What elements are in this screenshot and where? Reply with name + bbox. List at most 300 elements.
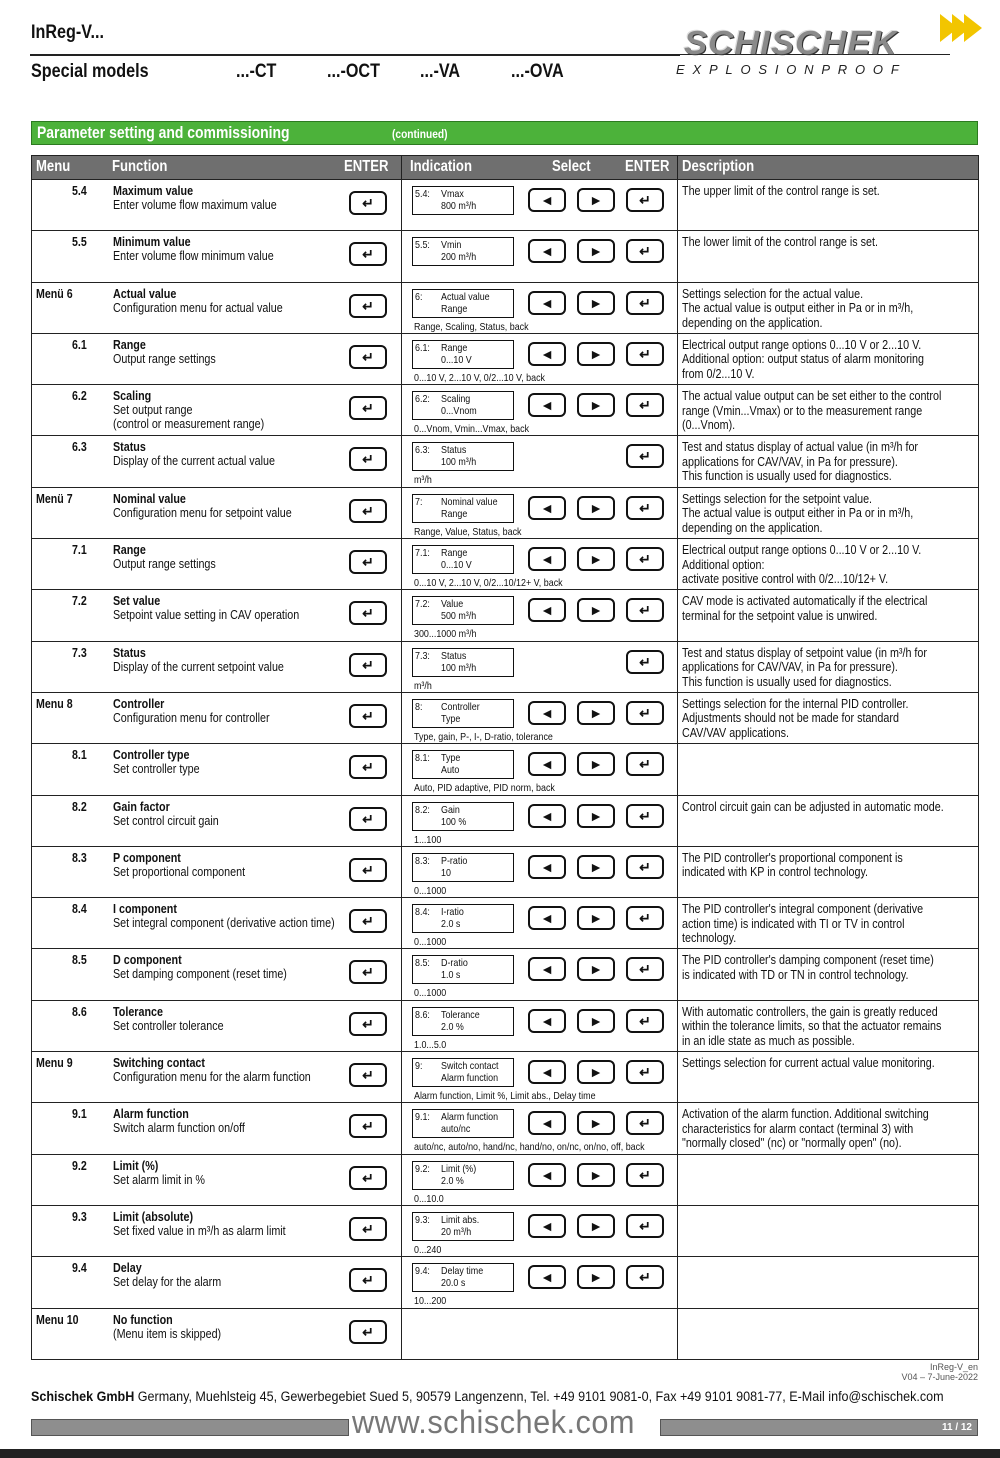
enter-icon: ↵ [639, 704, 651, 721]
enter-icon: ↵ [639, 397, 651, 414]
option-list: m³/h [414, 474, 432, 487]
lcd-param: Status [441, 649, 467, 662]
lcd-param: D-ratio [441, 957, 468, 970]
lcd-code: 8: [415, 700, 423, 713]
enter-button[interactable] [626, 547, 664, 571]
doc-date: V04 – 7-June-2022 [901, 1372, 978, 1382]
lcd-display [412, 1109, 514, 1138]
lcd-param: Vmin [441, 239, 462, 252]
select-right-button[interactable] [577, 1009, 615, 1033]
col-select: Select [552, 158, 591, 175]
option-list: 0...10 V, 2...10 V, 0/2...10/12+ V, back [414, 577, 563, 590]
select-left-button[interactable] [528, 342, 566, 366]
function-subtitle: Setpoint value setting in CAV operation [113, 608, 300, 623]
lcd-value: Range [441, 507, 468, 520]
function-title: Delay [113, 1261, 142, 1276]
lcd-param: I-ratio [441, 906, 464, 919]
enter-icon: ↵ [362, 1272, 374, 1289]
select-left-button[interactable] [528, 1214, 566, 1238]
lcd-param: Vmax [441, 188, 464, 200]
function-title: Range [113, 337, 146, 352]
select-right-button[interactable] [577, 496, 615, 520]
enter-icon: ↵ [362, 1015, 374, 1032]
lcd-display [412, 289, 514, 318]
select-right-button[interactable] [577, 547, 615, 571]
arrow-left-icon: ◄ [540, 1115, 554, 1132]
indication-cell [402, 231, 678, 282]
select-left-button[interactable] [528, 957, 566, 981]
function-cell [32, 795, 402, 846]
select-right-button[interactable] [577, 1214, 615, 1238]
lcd-display [412, 1212, 514, 1241]
enter-icon: ↵ [639, 499, 651, 516]
description-cell [678, 1308, 979, 1359]
enter-button[interactable] [626, 957, 664, 981]
table-row [32, 1154, 979, 1205]
enter-button[interactable] [626, 906, 664, 930]
function-cell [32, 487, 402, 538]
arrow-right-icon: ► [589, 1269, 603, 1286]
description-cell [678, 590, 979, 641]
function-cell [32, 949, 402, 1000]
arrow-left-icon: ◄ [540, 704, 554, 721]
enter-button[interactable] [626, 1163, 664, 1187]
select-left-button[interactable] [528, 598, 566, 622]
enter-icon: ↵ [362, 1067, 374, 1084]
select-right-button[interactable] [577, 342, 615, 366]
enter-icon: ↵ [362, 400, 374, 417]
lcd-code: 5.4: [415, 188, 430, 200]
select-right-button[interactable] [577, 752, 615, 776]
lcd-value: 10 [441, 866, 451, 879]
option-list: 0...1000 [414, 987, 447, 1000]
select-right-button[interactable] [577, 1265, 615, 1289]
select-left-button[interactable] [528, 1060, 566, 1084]
enter-button[interactable] [626, 393, 664, 417]
enter-button[interactable] [349, 345, 387, 369]
lcd-display [412, 1263, 514, 1292]
function-subtitle: Configuration menu for actual value [113, 300, 283, 315]
arrow-left-icon: ◄ [540, 243, 554, 260]
menu-number: 7.1 [72, 543, 87, 558]
enter-icon: ↵ [639, 551, 651, 568]
function-title: Nominal value [113, 491, 186, 506]
select-left-button[interactable] [528, 393, 566, 417]
menu-number: Menu 8 [36, 696, 73, 711]
description-cell [678, 539, 979, 590]
description-text: The PID controller's integral component (derivative action time) is indicated with TI or TV in control technology. [682, 902, 924, 946]
lcd-display [412, 648, 514, 677]
menu-number: 8.1 [72, 748, 87, 763]
select-left-button[interactable] [528, 752, 566, 776]
option-list: 300...1000 m³/h [414, 628, 477, 641]
function-subtitle: Set controller type [113, 762, 200, 777]
function-cell [32, 1000, 402, 1051]
function-subtitle: Configuration menu for the alarm function [113, 1070, 311, 1085]
select-right-button[interactable] [577, 855, 615, 879]
description-text: Electrical output range options 0...10 V or 2...10 V. Additional option: activate positive control with 0/2...10/12+ V. [682, 543, 922, 587]
enter-icon: ↵ [362, 913, 374, 930]
menu-number: 6.3 [72, 440, 87, 455]
description-cell [678, 1257, 979, 1308]
variant-ct: ...-CT [236, 61, 277, 82]
enter-icon: ↵ [362, 246, 374, 263]
function-subtitle: Output range settings [113, 351, 216, 366]
enter-icon: ↵ [639, 807, 651, 824]
lcd-param: Value [441, 598, 464, 611]
enter-button[interactable] [626, 239, 664, 263]
function-cell [32, 385, 402, 436]
enter-button[interactable] [626, 1265, 664, 1289]
lcd-param: Limit (%) [441, 1162, 477, 1175]
logo-chevron-icon [964, 14, 982, 42]
enter-button[interactable] [349, 396, 387, 420]
lcd-code: 8.5: [415, 957, 430, 970]
select-right-button[interactable] [577, 957, 615, 981]
enter-button[interactable] [349, 909, 387, 933]
enter-button[interactable] [626, 1060, 664, 1084]
indication-cell [402, 180, 678, 231]
option-list: 1...100 [414, 833, 442, 846]
enter-icon: ↵ [362, 297, 374, 314]
arrow-left-icon: ◄ [540, 756, 554, 773]
function-title: Controller [113, 696, 165, 711]
select-left-button[interactable] [528, 1111, 566, 1135]
lcd-param: Tolerance [441, 1008, 480, 1021]
arrow-left-icon: ◄ [540, 602, 554, 619]
lcd-code: 8.1: [415, 752, 430, 765]
lcd-param: Status [441, 444, 467, 457]
lcd-display [412, 596, 514, 625]
select-left-button[interactable] [528, 1009, 566, 1033]
description-text: Settings selection for the internal PID controller. Adjustments should not be made for standard CAV/VAV applications. [682, 696, 909, 740]
enter-button[interactable] [349, 1217, 387, 1241]
description-cell [678, 795, 979, 846]
select-left-button[interactable] [528, 1163, 566, 1187]
lcd-value: 100 m³/h [441, 456, 477, 469]
arrow-right-icon: ► [589, 910, 603, 927]
table-row [32, 949, 979, 1000]
select-right-button[interactable] [577, 393, 615, 417]
enter-button[interactable] [626, 291, 664, 315]
lcd-code: 9.1: [415, 1111, 430, 1124]
function-cell [32, 744, 402, 795]
menu-number: 8.5 [72, 953, 87, 968]
indication-cell [402, 487, 678, 538]
arrow-left-icon: ◄ [540, 192, 554, 208]
enter-icon: ↵ [362, 707, 374, 724]
enter-button[interactable] [349, 242, 387, 266]
indication-cell [402, 1052, 678, 1103]
select-right-button[interactable] [577, 906, 615, 930]
enter-button[interactable] [349, 1268, 387, 1292]
enter-button[interactable] [349, 294, 387, 318]
function-subtitle: Enter volume flow maximum value [113, 198, 277, 212]
enter-icon: ↵ [362, 1220, 374, 1237]
variant-va: ...-VA [420, 61, 461, 82]
enter-button[interactable] [626, 1214, 664, 1238]
enter-button[interactable] [349, 653, 387, 677]
lcd-value: 2.0 % [441, 1020, 464, 1033]
enter-button[interactable] [349, 1063, 387, 1087]
lcd-value: auto/nc [441, 1123, 471, 1136]
doc-id: InReg-V_en [929, 1362, 978, 1372]
lcd-display [412, 186, 514, 215]
menu-number: 5.5 [72, 235, 87, 250]
lcd-code: 8.6: [415, 1008, 430, 1021]
arrow-right-icon: ► [589, 499, 603, 516]
enter-icon: ↵ [362, 451, 374, 468]
menu-number: 6.1 [72, 337, 87, 352]
enter-button[interactable] [349, 960, 387, 984]
description-text: Settings selection for the setpoint value. The actual value is output either in Pa or in m³/h, depending on the application. [682, 491, 914, 535]
function-title: D component [113, 953, 182, 968]
enter-icon: ↵ [639, 756, 651, 773]
function-title: Limit (%) [113, 1158, 159, 1173]
description-cell [678, 1205, 979, 1256]
menu-number: Menu 10 [36, 1312, 79, 1327]
enter-button[interactable] [349, 704, 387, 728]
indication-cell [402, 1205, 678, 1256]
description-cell [678, 231, 979, 282]
lcd-param: Delay time [441, 1265, 484, 1278]
select-right-button[interactable] [577, 598, 615, 622]
select-left-button[interactable] [528, 188, 566, 212]
function-cell [32, 1154, 402, 1205]
lcd-value: 20.0 s [441, 1277, 466, 1290]
description-cell [678, 333, 979, 384]
menu-number: 5.4 [72, 184, 87, 198]
lcd-value: 0...10 V [441, 353, 472, 366]
table-row [32, 590, 979, 641]
description-text: The PID controller's proportional component is indicated with KP in control technology. [682, 850, 903, 880]
lcd-display [412, 1161, 514, 1190]
arrow-left-icon: ◄ [540, 1217, 554, 1234]
page-number: 11 / 12 [941, 1422, 972, 1433]
table-row [32, 231, 979, 282]
menu-number: Menü 6 [36, 286, 73, 301]
description-cell [678, 180, 979, 231]
enter-button[interactable] [349, 550, 387, 574]
variant-oct: ...-OCT [327, 61, 380, 82]
select-right-button[interactable] [577, 1163, 615, 1187]
enter-button[interactable] [349, 499, 387, 523]
enter-button[interactable] [349, 858, 387, 882]
col-indication: Indication [410, 158, 472, 175]
lcd-param: Range [441, 547, 468, 560]
lcd-display [412, 904, 514, 933]
arrow-left-icon: ◄ [540, 345, 554, 362]
lcd-code: 7.2: [415, 598, 430, 611]
indication-cell [402, 949, 678, 1000]
enter-icon: ↵ [362, 554, 374, 571]
select-right-button[interactable] [577, 701, 615, 725]
indication-cell [402, 846, 678, 897]
enter-button[interactable] [626, 701, 664, 725]
enter-button[interactable] [626, 444, 664, 468]
arrow-left-icon: ◄ [540, 858, 554, 875]
lcd-value: 1.0 s [441, 969, 461, 982]
description-cell [678, 1052, 979, 1103]
col-enter: ENTER [344, 158, 389, 175]
function-subtitle: Set controller tolerance [113, 1018, 224, 1033]
option-list: 0...Vnom, Vmin...Vmax, back [414, 423, 530, 436]
lcd-code: 9.3: [415, 1213, 430, 1226]
arrow-right-icon: ► [589, 551, 603, 568]
menu-number: 6.2 [72, 389, 87, 404]
doc-title: InReg-V... [31, 22, 104, 43]
lcd-value: 2.0 s [441, 918, 461, 931]
indication-cell [402, 1308, 678, 1359]
arrow-right-icon: ► [589, 294, 603, 311]
select-right-button[interactable] [577, 291, 615, 315]
menu-number: Menu 9 [36, 1056, 73, 1071]
enter-button[interactable] [626, 1111, 664, 1135]
description-cell [678, 487, 979, 538]
doc-version [901, 1362, 978, 1382]
lcd-code: 7.3: [415, 649, 430, 662]
lcd-param: Switch contact [441, 1060, 499, 1073]
enter-button[interactable] [349, 807, 387, 831]
col-function-header [32, 156, 402, 180]
enter-button[interactable] [626, 804, 664, 828]
arrow-right-icon: ► [589, 345, 603, 362]
enter-button[interactable] [349, 191, 387, 215]
section-continued: (continued) [392, 127, 448, 141]
select-right-button[interactable] [577, 804, 615, 828]
lcd-code: 7: [415, 495, 423, 508]
function-subtitle: Output range settings [113, 557, 216, 572]
lcd-display [412, 1058, 514, 1087]
menu-number: 9.2 [72, 1158, 87, 1173]
description-cell [678, 1000, 979, 1051]
enter-icon: ↵ [639, 653, 651, 670]
enter-button[interactable] [626, 650, 664, 674]
variant-ova: ...-OVA [511, 61, 564, 82]
arrow-left-icon: ◄ [540, 807, 554, 824]
lcd-param: Scaling [441, 393, 471, 406]
lcd-code: 6: [415, 290, 423, 303]
select-right-button[interactable] [577, 1111, 615, 1135]
lcd-code: 9.2: [415, 1162, 430, 1175]
header-rule [30, 54, 680, 56]
lcd-value: Type [441, 712, 461, 725]
function-cell [32, 333, 402, 384]
website-link[interactable]: www.schischek.com [352, 1404, 636, 1440]
function-subtitle: Display of the current actual value [113, 454, 275, 469]
enter-button[interactable] [349, 601, 387, 625]
enter-button[interactable] [626, 752, 664, 776]
function-cell [32, 436, 402, 487]
description-text: The lower limit of the control range is set. [682, 235, 878, 250]
select-left-button[interactable] [528, 701, 566, 725]
function-title: Range [113, 543, 146, 558]
indication-cell [402, 1103, 678, 1154]
enter-button[interactable] [626, 188, 664, 212]
enter-button[interactable] [626, 496, 664, 520]
select-right-button[interactable] [577, 239, 615, 263]
function-cell [32, 282, 402, 333]
enter-button[interactable] [626, 598, 664, 622]
lcd-display [412, 391, 514, 420]
enter-button[interactable] [349, 1114, 387, 1138]
table-row [32, 1000, 979, 1051]
select-right-button[interactable] [577, 188, 615, 212]
function-subtitle: Enter volume flow minimum value [113, 249, 274, 264]
option-list: auto/nc, auto/no, hand/nc, hand/no, on/nc, on/no, off, back [414, 1141, 645, 1154]
indication-cell [402, 641, 678, 692]
section-title-bar [31, 121, 978, 145]
function-cell [32, 539, 402, 590]
arrow-right-icon: ► [589, 756, 603, 773]
description-cell [678, 282, 979, 333]
lcd-param: Type [441, 752, 461, 765]
lcd-value: 200 m³/h [441, 251, 477, 264]
table-row [32, 795, 979, 846]
select-left-button[interactable] [528, 1265, 566, 1289]
enter-icon: ↵ [639, 858, 651, 875]
enter-button[interactable] [349, 755, 387, 779]
col-description: Description [682, 158, 755, 175]
menu-number: 8.4 [72, 902, 87, 917]
lcd-code: 9.4: [415, 1265, 430, 1278]
enter-icon: ↵ [362, 1118, 374, 1135]
lcd-display [412, 494, 514, 523]
function-subtitle: Set proportional component [113, 864, 246, 879]
function-subtitle: Set damping component (reset time) [113, 967, 287, 982]
description-text: The actual value output can be set either to the control range (Vmin...Vmax) or to the measurement range (0...Vnom). [682, 389, 942, 433]
enter-button[interactable] [626, 855, 664, 879]
select-left-button[interactable] [528, 855, 566, 879]
select-left-button[interactable] [528, 496, 566, 520]
enter-button[interactable] [349, 1012, 387, 1036]
description-text: The PID controller's damping component (reset time) is indicated with TD or TN in control technology. [682, 953, 934, 982]
select-left-button[interactable] [528, 547, 566, 571]
lcd-display [412, 442, 514, 471]
enter-button[interactable] [626, 342, 664, 366]
table-row [32, 1052, 979, 1103]
lcd-param: Range [441, 341, 468, 354]
enter-button[interactable] [349, 447, 387, 471]
select-right-button[interactable] [577, 1060, 615, 1084]
select-left-button[interactable] [528, 239, 566, 263]
function-subtitle: (Menu item is skipped) [113, 1326, 222, 1341]
select-left-button[interactable] [528, 906, 566, 930]
function-subtitle: Set output range (control or measurement range) [113, 403, 265, 432]
description-cell [678, 846, 979, 897]
description-cell [678, 744, 979, 795]
description-text: CAV mode is activated automatically if the electrical terminal for the setpoint value is unwired. [682, 594, 928, 623]
function-title: Limit (absolute) [113, 1209, 194, 1224]
indication-cell [402, 744, 678, 795]
arrow-left-icon: ◄ [540, 294, 554, 311]
lcd-value: 0...10 V [441, 559, 472, 572]
option-list: Auto, PID adaptive, PID norm, back [414, 782, 555, 795]
lcd-value: 500 m³/h [441, 610, 477, 623]
function-cell [32, 692, 402, 743]
indication-cell [402, 590, 678, 641]
function-subtitle: Set integral component (derivative action time) [113, 916, 335, 931]
lcd-value: 20 m³/h [441, 1225, 472, 1238]
function-subtitle: Configuration menu for controller [113, 710, 270, 725]
enter-button[interactable] [626, 1009, 664, 1033]
company-address [31, 1389, 944, 1404]
select-left-button[interactable] [528, 804, 566, 828]
arrow-left-icon: ◄ [540, 1269, 554, 1286]
select-left-button[interactable] [528, 291, 566, 315]
enter-button[interactable] [349, 1320, 387, 1344]
enter-button[interactable] [349, 1166, 387, 1190]
